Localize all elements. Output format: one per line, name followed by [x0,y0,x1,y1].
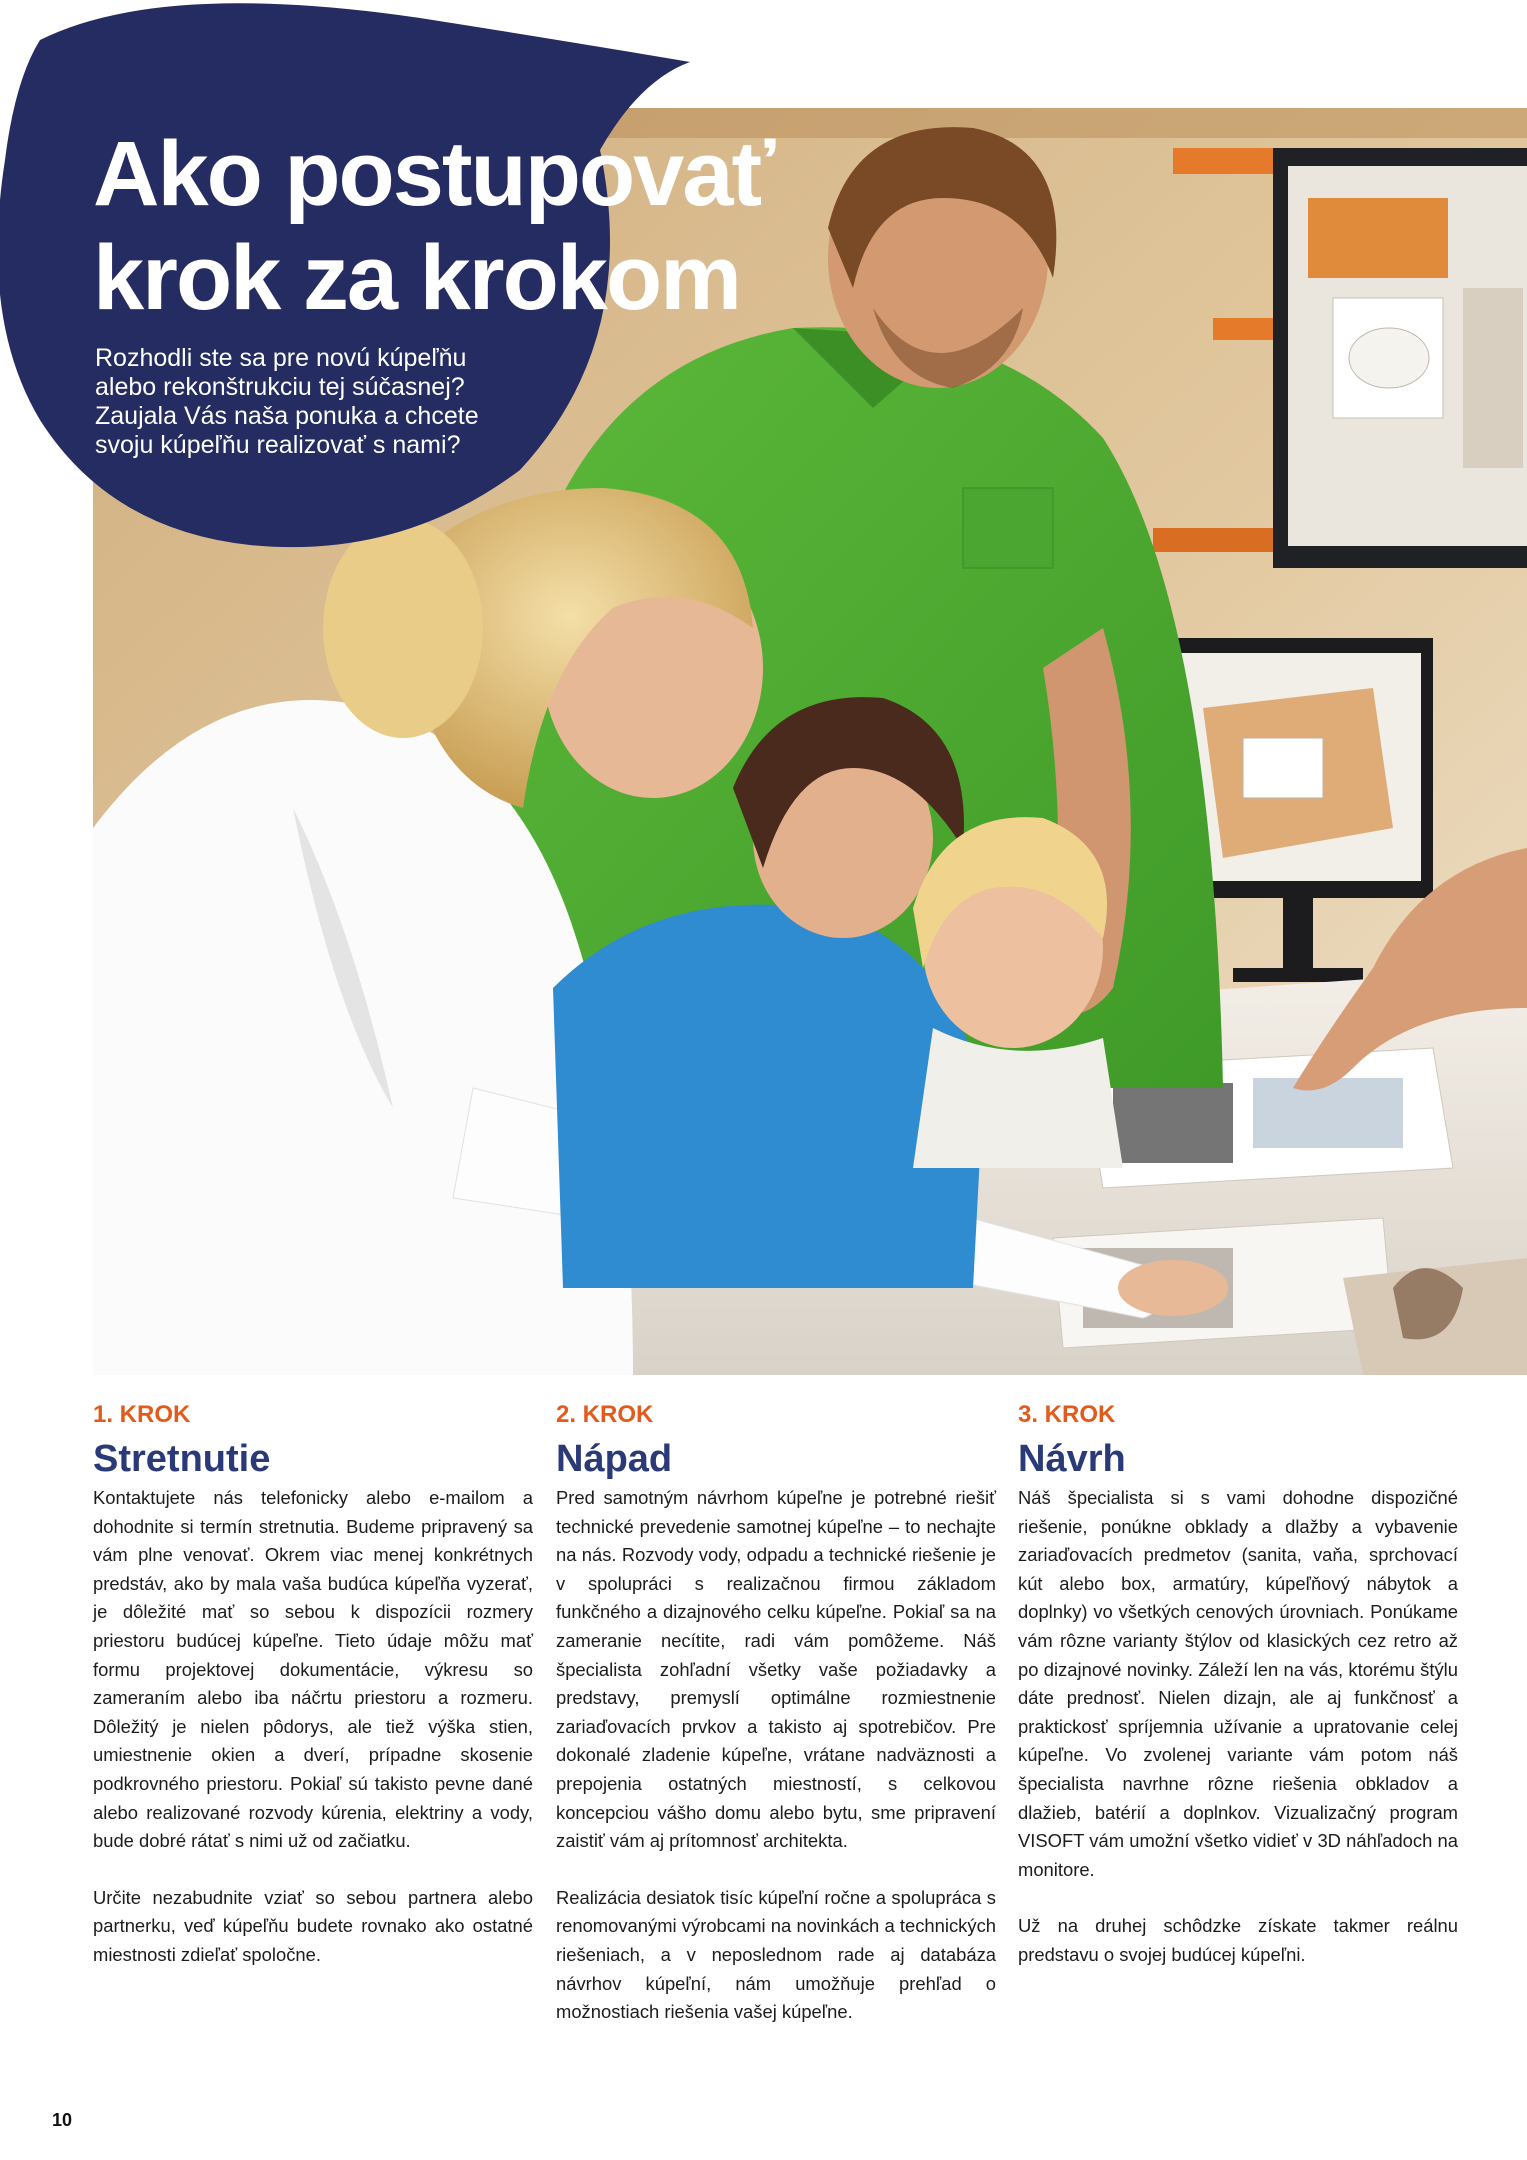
step-paragraph: Realizácia desiatok tisíc kúpeľní ročne a spolupráca s renomovanými výrobcami na novinkách a technických riešeniach, a v neposlednom rade aj databáza návrhov kúpeľní, nám umožňuje prehľad o možnostiach riešenia vašej kúpeľne. [556,1886,996,2023]
step-label: 3. KROK [1018,1401,1116,1428]
step-paragraph: Náš špecialista si s vami dohodne dispozičné riešenie, ponúkne obklady a dlažby a vybavenie zariaďovacích predmetov (sanita, vaňa, sprchovací kút alebo box, armatúry, kúpeľňový nábytok a doplnky) vo všetkých cenových úrovniach. Ponúkame vám rôzne varianty štýlov od klasických cez retro až po dizajnové novinky. Záleží len na vás, ktorému štýlu dáte prednosť. Nielen dizajn, ale aj funkčnosť a praktickosť spríjemnia užívanie a upratovanie celej kúpeľne. Vo zvolenej variante vám potom náš špecialista navrhne rôzne riešenia obkladov a dlažieb, batérií a doplnkov. Vizualizačný program VISOFT vám umožní všetko vidieť v 3D náhľadoch na monitore. [1018,1487,1458,1880]
step-title: Nápad [556,1438,673,1480]
page-title-line-2: krok za krokom [93,227,740,329]
step-title: Návrh [1018,1438,1126,1480]
step-body [556,1484,996,2027]
step-body [93,1484,533,1970]
intro-line-4: svoju kúpeľňu realizovať s nami? [95,431,461,459]
step-column-2 [556,1400,996,2055]
step-paragraph: Už na druhej schôdzke získate takmer reálnu predstavu o svojej budúcej kúpeľni. [1018,1915,1458,1965]
step-label: 1. KROK [93,1401,191,1428]
intro-line-1: Rozhodli ste sa pre novú kúpeľňu [95,344,467,372]
step-paragraph: Pred samotným návrhom kúpeľne je potrebné riešiť technické prevedenie samotnej kúpeľne – to nechajte na nás. Rozvody vody, odpadu a technické riešenie je v spolupráci s realizačnou firmou základom funkčného a dizajnového celku kúpeľne. Pokiaľ sa na zameranie necítite, radi vám pomôžeme. Náš špecialista zohľadní všetky vaše požiadavky a predstavy, premyslí optimálne rozmiestnenie zariaďovacích prvkov a takisto aj spotrebičov. Pre dokonalé zladenie kúpeľne, vrátane nadväznosti a prepojenia ostatných miestností, s celkovou koncepciou vášho domu alebo bytu, sme pripravení zaistiť vám aj prítomnosť architekta. [556,1487,996,1852]
page-number: 10 [52,2110,73,2130]
intro-line-3: Zaujala Vás naša ponuka a chcete [95,402,479,430]
step-body [1018,1484,1458,1970]
step-label: 2. KROK [556,1401,654,1428]
step-paragraph: Určite nezabudnite vziať so sebou partnera alebo partnerku, veď kúpeľňu budete rovnako ako ostatné miestnosti zdieľať spoločne. [93,1886,533,1965]
intro-line-2: alebo rekonštrukciu tej súčasnej? [95,373,465,401]
page-title-line-1: Ako postupovať [93,123,774,225]
step-column-1 [93,1400,533,1998]
intro-text [95,344,565,460]
step-column-3 [1018,1400,1458,1998]
step-title: Stretnutie [93,1438,271,1480]
page-title [93,122,893,330]
step-paragraph: Kontaktujete nás telefonicky alebo e-mailom a dohodnite si termín stretnutia. Budeme pripravený sa vám plne venovať. Okrem viac menej konkrétnych predstáv, ako by mala vaša budúca kúpeľňa vyzerať, je dôležité mať so sebou k dispozícii rozmery priestoru budúcej kúpeľne. Tieto údaje môžu mať formu projektovej dokumentácie, výkresu so zameraním alebo iba náčrtu priestoru a rozmeru. Dôležitý je nielen pôdorys, ale tiež výška stien, umiestnenie okien a dverí, prípadne skosenie podkrovného priestoru. Pokiaľ sú takisto pevne dané alebo realizované rozvody kúrenia, elektriny a vody, bude dobré rátať s nimi už od začiatku. [93,1487,533,1852]
